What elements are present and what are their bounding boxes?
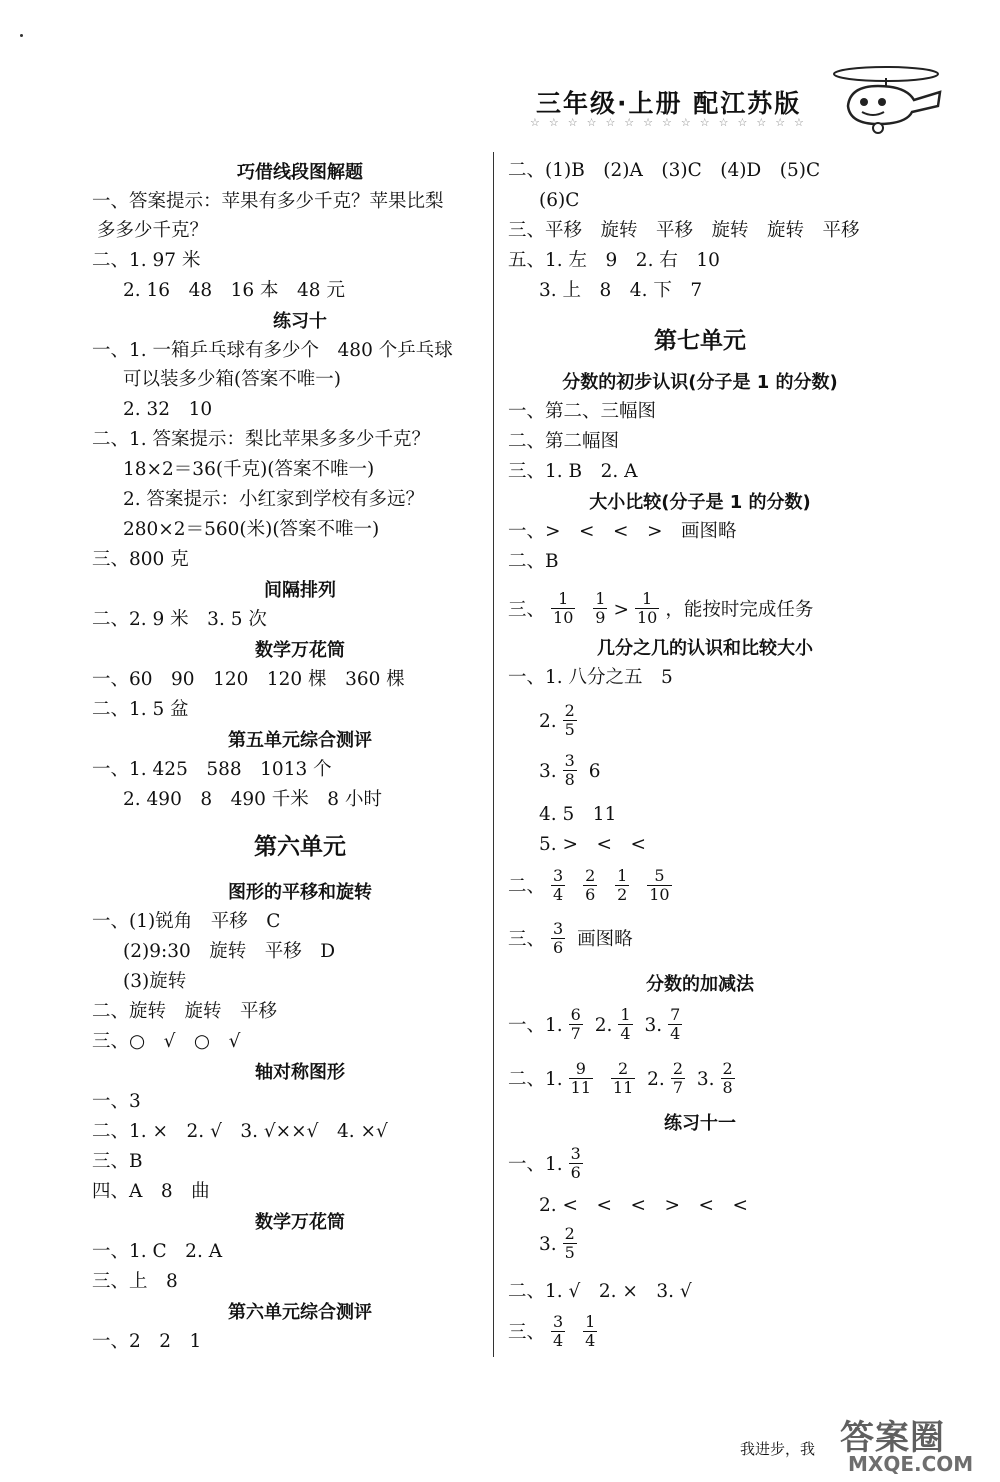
fraction: $\frac{6}{7}$: [570, 1004, 581, 1043]
answer-line: 一、60 90 120 120 棵 360 棵: [92, 669, 405, 690]
answer-line: 一、2 2 1: [92, 1331, 202, 1352]
answer-line: 一、1. C 2. A: [92, 1241, 223, 1262]
fraction: $\frac{7}{4}$: [670, 1004, 681, 1043]
fraction: $\frac{3}{6}$: [570, 1143, 581, 1182]
answer-line-fractions: 二、 $\frac{3}{4}$ $\frac{2}{6}$ $\frac{1}{2}$ $\frac{5}{10}$: [508, 865, 670, 904]
answer-line: 三、1. B 2. A: [508, 461, 638, 482]
answer-line: 4. 5 11: [539, 804, 617, 825]
answer-line: 二、1. 97 米: [92, 250, 201, 271]
fraction: $\frac{2}{5}$: [564, 1223, 575, 1262]
fraction: $\frac{1}{4}$: [585, 1311, 596, 1350]
section-heading: 数学万花筒: [255, 1212, 345, 1233]
answer-line: 3. 上 8 4. 下 7: [539, 280, 703, 301]
answer-line-fractions: 一、1. $\frac{6}{7}$ 2. $\frac{1}{4}$ 3. $\frac{7}{4}$: [508, 1004, 681, 1043]
answer-line: 二、B: [508, 551, 559, 572]
answer-line: 五、1. 左 9 2. 右 10: [508, 250, 720, 271]
answer-line: 一、1. 425 588 1013 个: [92, 759, 332, 780]
fraction: $\frac{9}{11}$: [570, 1058, 592, 1097]
column-divider: [493, 152, 494, 1357]
answer-line: 可以装多少箱(答案不唯一): [123, 369, 341, 390]
fraction: $\frac{1}{4}$: [620, 1004, 631, 1043]
fraction: $\frac{1}{10}$: [553, 589, 574, 627]
answer-line: 一、第二、三幅图: [508, 401, 657, 422]
answer-line: 一、答案提示：苹果有多少千克？苹果比梨: [92, 191, 444, 212]
answer-text: ，能按时完成任务: [665, 599, 814, 621]
fraction: $\frac{2}{6}$: [585, 865, 596, 904]
answer-line-fractions: 二、1. $\frac{9}{11}$ $\frac{2}{11}$ 2. $\frac{2}{7}$ 3. $\frac{2}{8}$: [508, 1058, 733, 1097]
answer-line-fractions: 三、 $\frac{3}{4}$ $\frac{1}{4}$: [508, 1311, 596, 1350]
section-heading: 轴对称图形: [255, 1062, 345, 1083]
answer-line: 2. < < < > < <: [539, 1195, 749, 1216]
answer-line: 二、第二幅图: [508, 431, 620, 452]
answer-line: 二、2. 9 米 3. 5 次: [92, 609, 267, 630]
watermark-url: MXQE.COM: [848, 1452, 974, 1476]
footer-slogan: 我进步，我: [740, 1440, 816, 1458]
answer-line-fractions: 2. $\frac{2}{5}$: [539, 700, 575, 739]
fraction: $\frac{2}{8}$: [722, 1058, 733, 1097]
section-heading: 分数的加减法: [646, 974, 754, 995]
answer-line: 三、○ √ ○ √: [92, 1031, 241, 1052]
answer-line: 三、平移 旋转 平移 旋转 旋转 平移: [508, 220, 860, 241]
compare-sign: >: [613, 599, 629, 621]
fraction: $\frac{1}{10}$: [636, 589, 658, 627]
watermark-logo: 答案圈: [840, 1418, 945, 1458]
section-heading: 大小比较(分子是 1 的分数): [589, 492, 811, 513]
section-heading: 练习十一: [664, 1113, 736, 1134]
fraction: $\frac{1}{9}$: [595, 589, 606, 627]
answer-line: 二、旋转 旋转 平移: [92, 1001, 278, 1022]
section-heading: 第六单元综合测评: [228, 1302, 372, 1323]
answer-line-fractions: [508, 589, 814, 627]
answer-line: 2. 32 10: [123, 399, 213, 420]
answer-line: 一、1. 八分之五 5: [508, 667, 673, 688]
answer-line-fractions: 三、 $\frac{3}{6}$ 画图略: [508, 918, 633, 957]
answer-line: 一、1. 一箱乒乓球有多少个 480 个乒乓球: [92, 340, 453, 361]
answer-line: 280×2＝560(米)(答案不唯一): [123, 519, 380, 540]
fraction: $\frac{2}{5}$: [564, 700, 575, 739]
answer-line: 2. 490 8 490 千米 8 小时: [123, 789, 382, 810]
fraction: $\frac{3}{4}$: [553, 865, 564, 904]
answer-line-fractions: 一、1. $\frac{3}{6}$: [508, 1143, 581, 1182]
section-heading: 练习十: [273, 311, 327, 332]
answer-line: (2)9:30 旋转 平移 D: [123, 941, 336, 962]
fraction: $\frac{2}{11}$: [612, 1058, 634, 1097]
fraction: $\frac{5}{10}$: [649, 865, 670, 904]
answer-line: 2. 16 48 16 本 48 元: [123, 280, 345, 301]
answer-line: 三、上 8: [92, 1271, 178, 1292]
section-heading: 间隔排列: [264, 580, 336, 601]
answer-line: 多多少千克？: [97, 220, 209, 241]
section-heading: 几分之几的认识和比较大小: [597, 638, 813, 659]
answer-line: 一、(1)锐角 平移 C: [92, 911, 281, 932]
item-prefix: 三、: [508, 599, 546, 621]
page-speck: [20, 34, 23, 37]
answer-line: 一、3: [92, 1091, 141, 1112]
section-heading: 巧借线段图解题: [237, 162, 363, 183]
answer-line: 二、1. 答案提示：梨比苹果多多少千克？: [92, 429, 431, 450]
helicopter-icon: [828, 62, 948, 134]
answer-line: 2. 答案提示：小红家到学校有多远？: [123, 489, 425, 510]
answer-line: 18×2＝36(千克)(答案不唯一): [123, 459, 375, 480]
section-heading: 数学万花筒: [255, 640, 345, 661]
answer-line-fractions: 3. $\frac{2}{5}$: [539, 1223, 575, 1262]
fraction: $\frac{1}{2}$: [617, 865, 628, 904]
answer-line: 二、1. 5 盆: [92, 699, 189, 720]
unit-title: 第七单元: [654, 327, 746, 354]
answer-line: 四、A 8 曲: [92, 1181, 210, 1202]
header-title: 三年级·上册 配江苏版: [536, 89, 802, 118]
section-heading: 第五单元综合测评: [228, 730, 372, 751]
answer-line: 三、B: [92, 1151, 143, 1172]
unit-title: 第六单元: [254, 833, 346, 860]
answer-line-fractions: 3. $\frac{3}{8}$ 6: [539, 750, 601, 789]
answer-line: (6)C: [539, 190, 580, 211]
section-heading: 图形的平移和旋转: [228, 882, 372, 903]
header-stars: ☆☆☆☆☆☆☆☆☆☆☆☆☆☆☆: [530, 116, 813, 129]
answer-line: 一、> < < > 画图略: [508, 521, 737, 542]
section-heading: 分数的初步认识(分子是 1 的分数): [562, 372, 838, 393]
answer-line: 二、(1)B (2)A (3)C (4)D (5)C: [508, 160, 821, 181]
fraction: $\frac{3}{8}$: [564, 750, 575, 789]
answer-line: 二、1. × 2. √ 3. √××√ 4. ×√: [92, 1121, 388, 1142]
fraction: $\frac{2}{7}$: [672, 1058, 683, 1097]
answer-line: (3)旋转: [123, 971, 187, 992]
fraction: $\frac{3}{6}$: [553, 918, 564, 957]
answer-line: 5. > < <: [539, 834, 647, 855]
answer-line: 三、800 克: [92, 549, 189, 570]
answer-line: 二、1. √ 2. × 3. √: [508, 1281, 692, 1302]
fraction: $\frac{3}{4}$: [553, 1311, 564, 1350]
